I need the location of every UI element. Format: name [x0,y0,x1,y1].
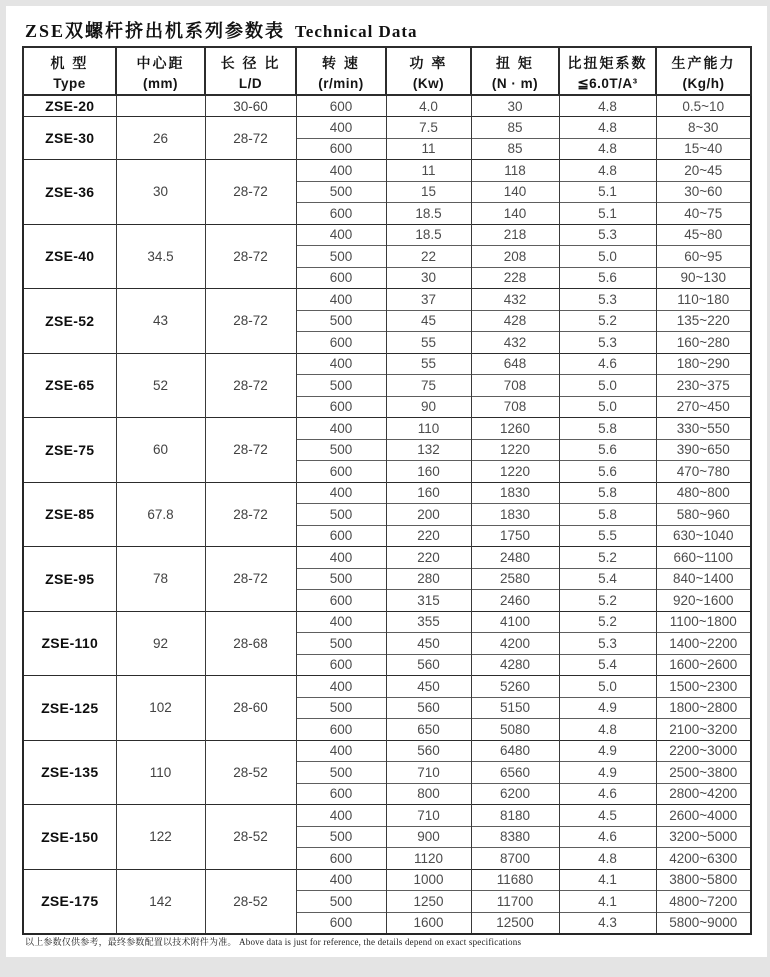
cell-speed: 400 [296,869,386,891]
cell-torque-coef: 4.3 [559,912,656,934]
cell-speed: 600 [296,912,386,934]
cell-torque-coef: 5.0 [559,396,656,418]
cell-power: 900 [386,826,471,848]
cell-ld-ratio: 28-52 [205,869,296,934]
cell-power: 4.0 [386,95,471,117]
cell-capacity: 110~180 [656,289,751,311]
cell-torque-coef: 5.1 [559,181,656,203]
cell-power: 220 [386,525,471,547]
header-line1: 机 型 [50,54,89,71]
cell-power: 560 [386,740,471,762]
table-row [23,353,751,375]
cell-ld-ratio: 28-72 [205,547,296,612]
cell-capacity: 660~1100 [656,547,751,569]
cell-capacity: 0.5~10 [656,95,751,117]
header-line1: 比扭矩系数 [567,54,648,71]
cell-speed: 600 [296,203,386,225]
cell-power: 220 [386,547,471,569]
cell-torque: 2460 [471,590,559,612]
cell-speed: 600 [296,719,386,741]
cell-torque-coef: 5.8 [559,504,656,526]
cell-torque: 140 [471,181,559,203]
cell-speed: 500 [296,568,386,590]
cell-center-distance: 78 [116,547,205,612]
cell-torque: 85 [471,117,559,139]
cell-ld-ratio: 28-68 [205,611,296,676]
cell-speed: 600 [296,138,386,160]
cell-torque-coef: 4.6 [559,353,656,375]
header-line2: (mm) [143,75,178,91]
cell-torque-coef: 5.2 [559,310,656,332]
header-line1: 扭 矩 [496,54,534,71]
cell-center-distance: 60 [116,418,205,483]
cell-capacity: 1100~1800 [656,611,751,633]
cell-torque-coef: 5.1 [559,203,656,225]
table-row [23,611,751,633]
cell-ld-ratio: 30-60 [205,95,296,117]
cell-type: ZSE-30 [23,117,116,160]
cell-torque-coef: 5.2 [559,547,656,569]
cell-torque: 6200 [471,783,559,805]
cell-torque: 1220 [471,461,559,483]
cell-power: 11 [386,138,471,160]
cell-capacity: 4800~7200 [656,891,751,913]
table-row [23,289,751,311]
cell-power: 1000 [386,869,471,891]
cell-speed: 600 [296,332,386,354]
header-line1: 转 速 [322,54,360,71]
cell-torque-coef: 5.8 [559,482,656,504]
spec-table [22,46,752,935]
cell-power: 560 [386,654,471,676]
column-header-center_distance_mm [116,47,205,95]
cell-capacity: 8~30 [656,117,751,139]
title-chinese: ZSE双螺杆挤出机系列参数表 [25,21,286,41]
cell-torque: 11680 [471,869,559,891]
cell-torque-coef: 4.8 [559,719,656,741]
table-row [23,482,751,504]
header-line2: Type [53,75,86,91]
cell-speed: 400 [296,224,386,246]
cell-power: 18.5 [386,203,471,225]
cell-power: 7.5 [386,117,471,139]
cell-torque: 11700 [471,891,559,913]
cell-torque: 6560 [471,762,559,784]
cell-torque-coef: 5.5 [559,525,656,547]
cell-torque-coef: 5.3 [559,224,656,246]
cell-center-distance: 43 [116,289,205,354]
cell-center-distance: 142 [116,869,205,934]
cell-ld-ratio: 28-72 [205,482,296,547]
cell-center-distance: 30 [116,160,205,225]
cell-ld-ratio: 28-72 [205,224,296,289]
cell-power: 800 [386,783,471,805]
cell-type: ZSE-175 [23,869,116,934]
table-row [23,869,751,891]
cell-torque: 228 [471,267,559,289]
cell-capacity: 1600~2600 [656,654,751,676]
cell-torque-coef: 5.0 [559,375,656,397]
cell-power: 90 [386,396,471,418]
cell-power: 450 [386,633,471,655]
cell-torque-coef: 4.8 [559,95,656,117]
cell-torque: 118 [471,160,559,182]
cell-power: 110 [386,418,471,440]
cell-power: 200 [386,504,471,526]
cell-center-distance: 52 [116,353,205,418]
cell-power: 1600 [386,912,471,934]
cell-center-distance: 34.5 [116,224,205,289]
cell-ld-ratio: 28-72 [205,160,296,225]
cell-capacity: 390~650 [656,439,751,461]
cell-type: ZSE-135 [23,740,116,805]
cell-speed: 400 [296,740,386,762]
cell-capacity: 45~80 [656,224,751,246]
cell-ld-ratio: 28-72 [205,418,296,483]
cell-torque: 140 [471,203,559,225]
cell-type: ZSE-95 [23,547,116,612]
cell-power: 160 [386,461,471,483]
cell-speed: 500 [296,504,386,526]
cell-power: 132 [386,439,471,461]
cell-power: 355 [386,611,471,633]
cell-type: ZSE-125 [23,676,116,741]
cell-torque-coef: 5.3 [559,633,656,655]
cell-power: 55 [386,353,471,375]
page-title [25,17,418,43]
cell-torque: 2480 [471,547,559,569]
cell-torque-coef: 4.9 [559,762,656,784]
table-row [23,160,751,182]
cell-capacity: 330~550 [656,418,751,440]
cell-capacity: 840~1400 [656,568,751,590]
cell-torque: 5260 [471,676,559,698]
cell-power: 710 [386,762,471,784]
cell-ld-ratio: 28-72 [205,289,296,354]
cell-capacity: 1500~2300 [656,676,751,698]
cell-center-distance [116,95,205,117]
cell-torque: 1260 [471,418,559,440]
cell-torque-coef: 5.4 [559,654,656,676]
cell-torque: 432 [471,289,559,311]
cell-speed: 400 [296,160,386,182]
cell-power: 45 [386,310,471,332]
cell-torque: 8180 [471,805,559,827]
cell-capacity: 580~960 [656,504,751,526]
cell-speed: 500 [296,246,386,268]
cell-torque-coef: 4.1 [559,869,656,891]
cell-speed: 600 [296,848,386,870]
header-line2: (Kw) [412,75,445,91]
cell-torque-coef: 5.8 [559,418,656,440]
cell-ld-ratio: 28-72 [205,117,296,160]
cell-capacity: 2600~4000 [656,805,751,827]
cell-speed: 400 [296,289,386,311]
cell-capacity: 15~40 [656,138,751,160]
cell-speed: 500 [296,826,386,848]
cell-speed: 500 [296,891,386,913]
cell-torque-coef: 4.8 [559,138,656,160]
cell-torque-coef: 4.5 [559,805,656,827]
cell-center-distance: 92 [116,611,205,676]
cell-torque: 8700 [471,848,559,870]
cell-speed: 600 [296,783,386,805]
cell-power: 75 [386,375,471,397]
cell-speed: 400 [296,547,386,569]
header-line1: 生产能力 [671,54,736,71]
header-line2: (r/min) [318,75,364,91]
cell-type: ZSE-36 [23,160,116,225]
cell-torque: 5080 [471,719,559,741]
cell-ld-ratio: 28-52 [205,740,296,805]
cell-power: 15 [386,181,471,203]
cell-speed: 600 [296,590,386,612]
cell-type: ZSE-110 [23,611,116,676]
cell-power: 280 [386,568,471,590]
cell-torque: 708 [471,396,559,418]
cell-speed: 500 [296,633,386,655]
cell-torque: 1750 [471,525,559,547]
title-english: Technical Data [295,22,418,41]
table-row [23,117,751,139]
cell-speed: 400 [296,805,386,827]
cell-capacity: 270~450 [656,396,751,418]
header-line1: 中心距 [136,54,185,71]
cell-capacity: 2800~4200 [656,783,751,805]
cell-capacity: 30~60 [656,181,751,203]
cell-capacity: 2500~3800 [656,762,751,784]
header-row [23,47,751,95]
column-header-power_kw [386,47,471,95]
cell-speed: 400 [296,676,386,698]
cell-torque-coef: 5.3 [559,332,656,354]
cell-type: ZSE-40 [23,224,116,289]
cell-torque: 4280 [471,654,559,676]
cell-torque: 12500 [471,912,559,934]
cell-type: ZSE-20 [23,95,116,117]
cell-speed: 500 [296,375,386,397]
cell-torque: 208 [471,246,559,268]
table-row [23,547,751,569]
cell-torque-coef: 4.1 [559,891,656,913]
table-row [23,418,751,440]
cell-capacity: 1800~2800 [656,697,751,719]
cell-capacity: 3200~5000 [656,826,751,848]
cell-speed: 400 [296,117,386,139]
cell-torque-coef: 4.8 [559,160,656,182]
cell-torque: 8380 [471,826,559,848]
cell-torque-coef: 5.6 [559,461,656,483]
cell-power: 30 [386,267,471,289]
cell-torque-coef: 4.6 [559,783,656,805]
cell-speed: 400 [296,418,386,440]
cell-ld-ratio: 28-72 [205,353,296,418]
cell-torque: 1830 [471,482,559,504]
cell-speed: 400 [296,482,386,504]
cell-torque: 648 [471,353,559,375]
cell-power: 315 [386,590,471,612]
header-line2: L/D [238,75,263,91]
cell-capacity: 180~290 [656,353,751,375]
column-header-length_diameter_ratio [205,47,296,95]
cell-torque: 85 [471,138,559,160]
cell-speed: 500 [296,181,386,203]
table-row [23,740,751,762]
cell-center-distance: 67.8 [116,482,205,547]
cell-speed: 600 [296,396,386,418]
table-header [23,47,751,95]
cell-ld-ratio: 28-60 [205,676,296,741]
cell-torque-coef: 5.2 [559,611,656,633]
cell-capacity: 230~375 [656,375,751,397]
cell-capacity: 20~45 [656,160,751,182]
cell-capacity: 135~220 [656,310,751,332]
cell-torque-coef: 4.8 [559,117,656,139]
cell-power: 22 [386,246,471,268]
cell-torque-coef: 5.0 [559,676,656,698]
cell-torque: 4200 [471,633,559,655]
cell-power: 560 [386,697,471,719]
cell-power: 650 [386,719,471,741]
header-line1: 功 率 [409,54,448,71]
document-page [6,6,767,957]
cell-torque: 5150 [471,697,559,719]
cell-torque-coef: 5.6 [559,267,656,289]
cell-speed: 500 [296,762,386,784]
cell-speed: 500 [296,310,386,332]
cell-capacity: 5800~9000 [656,912,751,934]
cell-capacity: 480~800 [656,482,751,504]
cell-speed: 600 [296,525,386,547]
cell-power: 1250 [386,891,471,913]
cell-speed: 600 [296,461,386,483]
cell-type: ZSE-85 [23,482,116,547]
table-body [23,95,751,934]
cell-capacity: 4200~6300 [656,848,751,870]
cell-speed: 500 [296,439,386,461]
cell-torque-coef: 4.6 [559,826,656,848]
cell-speed: 600 [296,654,386,676]
cell-capacity: 2100~3200 [656,719,751,741]
header-line1: 长 径 比 [220,54,281,71]
cell-speed: 600 [296,267,386,289]
cell-type: ZSE-75 [23,418,116,483]
cell-center-distance: 110 [116,740,205,805]
cell-power: 55 [386,332,471,354]
cell-torque-coef: 5.6 [559,439,656,461]
cell-torque: 1830 [471,504,559,526]
cell-ld-ratio: 28-52 [205,805,296,870]
cell-capacity: 90~130 [656,267,751,289]
column-header-capacity_kg_h [656,47,751,95]
table-row [23,805,751,827]
header-line2: ≦6.0T/A³ [577,75,638,91]
cell-capacity: 470~780 [656,461,751,483]
column-header-type [23,47,116,95]
cell-torque: 432 [471,332,559,354]
footnote: 以上参数仅供参考，最终参数配置以技术附件为准。 Above data is just for reference, the details depend on exact specifications [25,937,522,947]
column-header-specific_torque_coefficient [559,47,656,95]
table-row [23,224,751,246]
table-row [23,95,751,117]
cell-speed: 400 [296,611,386,633]
cell-power: 37 [386,289,471,311]
cell-torque: 218 [471,224,559,246]
cell-capacity: 920~1600 [656,590,751,612]
cell-center-distance: 26 [116,117,205,160]
cell-capacity: 1400~2200 [656,633,751,655]
cell-power: 710 [386,805,471,827]
cell-center-distance: 122 [116,805,205,870]
table-row [23,676,751,698]
cell-speed: 400 [296,353,386,375]
cell-torque-coef: 5.0 [559,246,656,268]
cell-torque-coef: 5.2 [559,590,656,612]
column-header-torque_nm [471,47,559,95]
cell-capacity: 3800~5800 [656,869,751,891]
column-header-speed_rpm [296,47,386,95]
cell-torque: 6480 [471,740,559,762]
cell-capacity: 40~75 [656,203,751,225]
cell-capacity: 60~95 [656,246,751,268]
cell-power: 450 [386,676,471,698]
cell-torque: 1220 [471,439,559,461]
cell-power: 11 [386,160,471,182]
cell-torque: 708 [471,375,559,397]
cell-torque: 30 [471,95,559,117]
cell-power: 18.5 [386,224,471,246]
cell-type: ZSE-150 [23,805,116,870]
cell-torque-coef: 4.9 [559,697,656,719]
cell-type: ZSE-52 [23,289,116,354]
cell-speed: 500 [296,697,386,719]
cell-capacity: 2200~3000 [656,740,751,762]
cell-torque-coef: 5.4 [559,568,656,590]
header-line2: (Kg/h) [682,75,725,91]
cell-power: 1120 [386,848,471,870]
cell-torque-coef: 4.9 [559,740,656,762]
cell-capacity: 630~1040 [656,525,751,547]
cell-power: 160 [386,482,471,504]
cell-torque: 4100 [471,611,559,633]
cell-torque-coef: 4.8 [559,848,656,870]
cell-type: ZSE-65 [23,353,116,418]
cell-center-distance: 102 [116,676,205,741]
cell-torque-coef: 5.3 [559,289,656,311]
cell-torque: 428 [471,310,559,332]
header-line2: (N · m) [491,75,539,91]
cell-torque: 2580 [471,568,559,590]
cell-capacity: 160~280 [656,332,751,354]
cell-speed: 600 [296,95,386,117]
